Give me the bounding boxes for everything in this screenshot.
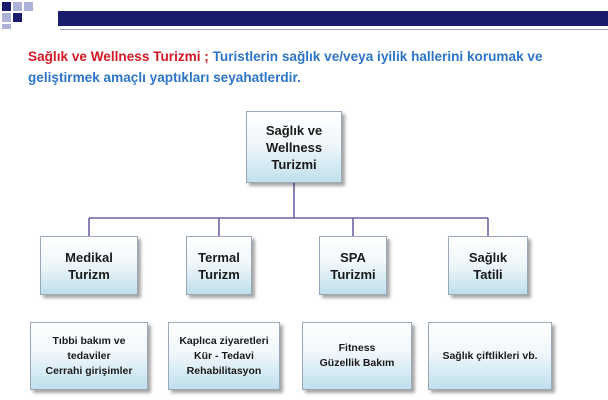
detail-node-spa xyxy=(302,322,412,390)
category-label: Sağlık xyxy=(468,249,508,265)
category-label: Termal xyxy=(198,249,240,265)
heading-definition: Turistlerin sağlık ve/veya iyilik hallerini korumak ve geliştirmek amaçlı yaptıkları seyahatlerdir. xyxy=(28,49,543,85)
category-label: Tatili xyxy=(473,266,503,282)
detail-node-termal xyxy=(168,322,280,390)
root-line: Turizmi xyxy=(271,156,317,172)
category-label: Medikal xyxy=(65,249,113,265)
category-label: Turizm xyxy=(198,266,240,282)
category-node-medikal xyxy=(40,236,138,295)
category-node-spa xyxy=(319,236,387,295)
root-node xyxy=(246,111,342,183)
root-line: Wellness xyxy=(265,139,323,155)
detail-line: Kaplıca ziyaretleri xyxy=(179,334,269,347)
category-label: SPA xyxy=(340,249,366,265)
detail-line: Cerrahi girişimler xyxy=(45,364,133,377)
category-label: Turizm xyxy=(68,266,110,282)
detail-line: Tıbbi bakım ve xyxy=(52,334,126,347)
detail-node-medikal xyxy=(30,322,148,390)
category-node-termal xyxy=(186,236,252,295)
detail-line: Fitness xyxy=(338,342,376,354)
detail-line: Kür - Tedavi xyxy=(194,349,254,362)
detail-line: tedaviler xyxy=(67,349,111,362)
heading-term: Sağlık ve Wellness Turizmi ; xyxy=(28,49,209,64)
category-label: Turizmi xyxy=(330,266,376,282)
category-node-saglik-tatili xyxy=(448,236,528,295)
root-line: Sağlık ve xyxy=(265,122,323,138)
detail-line: Sağlık çiftlikleri vb. xyxy=(442,349,538,362)
detail-line: Güzellik Bakım xyxy=(319,357,395,369)
detail-line: Rehabilitasyon xyxy=(186,364,262,377)
detail-node-saglik-tatili xyxy=(428,322,552,390)
